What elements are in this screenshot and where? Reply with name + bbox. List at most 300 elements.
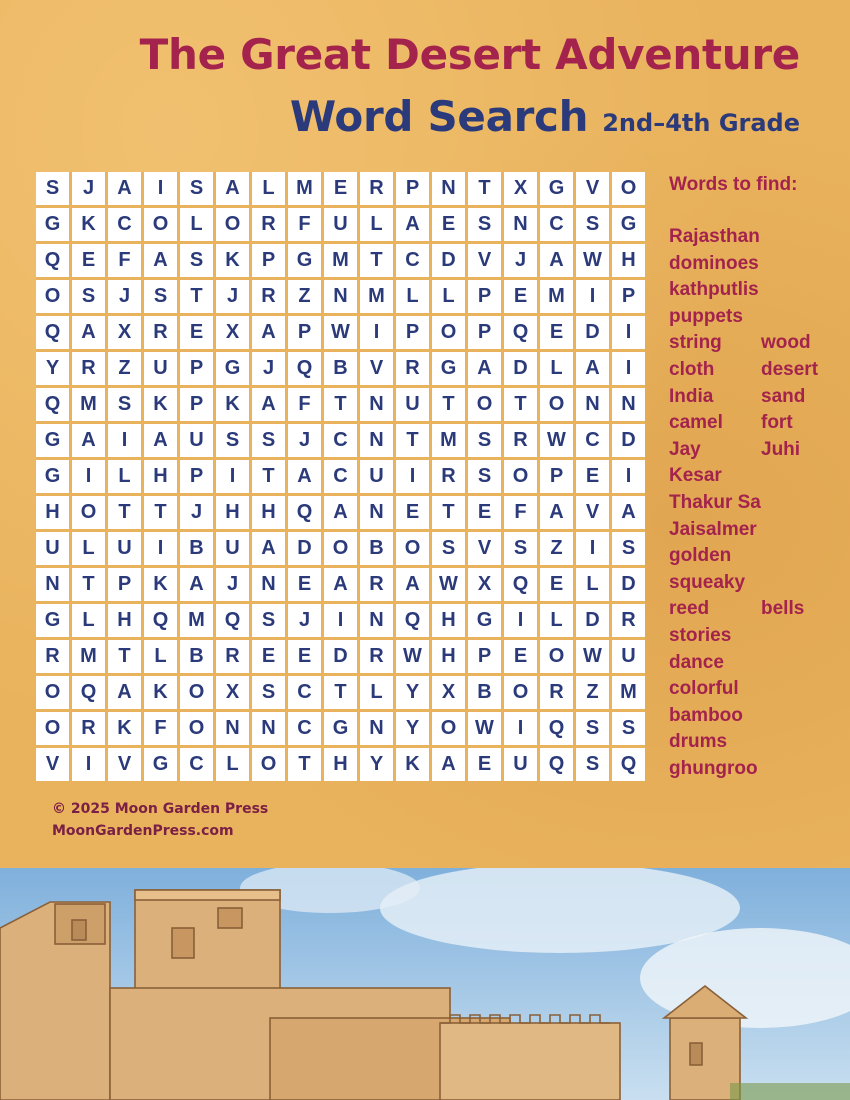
grid-cell[interactable]: I [216,460,249,493]
grid-cell[interactable]: X [432,676,465,709]
grid-cell[interactable]: R [252,208,285,241]
grid-cell[interactable]: O [324,532,357,565]
grid-cell[interactable]: J [72,172,105,205]
grid-cell[interactable]: A [144,424,177,457]
grid-cell[interactable]: F [288,388,321,421]
grid-cell[interactable]: S [432,532,465,565]
grid-cell[interactable]: A [108,676,141,709]
grid-cell[interactable]: N [360,388,393,421]
grid-cell[interactable]: I [72,460,105,493]
grid-cell[interactable]: N [252,712,285,745]
grid-cell[interactable]: L [252,172,285,205]
grid-cell[interactable]: I [504,604,537,637]
grid-cell[interactable]: R [72,352,105,385]
grid-cell[interactable]: M [324,244,357,277]
grid-cell[interactable]: A [252,316,285,349]
grid-cell[interactable]: B [180,640,213,673]
grid-cell[interactable]: M [180,604,213,637]
grid-cell[interactable]: E [324,172,357,205]
grid-cell[interactable]: H [36,496,69,529]
grid-cell[interactable]: F [108,244,141,277]
grid-cell[interactable]: S [36,172,69,205]
grid-cell[interactable]: H [324,748,357,781]
grid-cell[interactable]: J [180,496,213,529]
grid-cell[interactable]: C [396,244,429,277]
grid-cell[interactable]: R [504,424,537,457]
grid-cell[interactable]: T [468,172,501,205]
grid-cell[interactable]: Q [504,316,537,349]
grid-cell[interactable]: U [504,748,537,781]
grid-cell[interactable]: N [216,712,249,745]
grid-cell[interactable]: R [360,568,393,601]
grid-cell[interactable]: Z [288,280,321,313]
grid-cell[interactable]: B [360,532,393,565]
grid-cell[interactable]: G [432,352,465,385]
grid-cell[interactable]: N [360,712,393,745]
grid-cell[interactable]: Y [396,712,429,745]
grid-cell[interactable]: S [180,244,213,277]
grid-cell[interactable]: L [108,460,141,493]
grid-cell[interactable]: A [216,172,249,205]
grid-cell[interactable]: E [540,568,573,601]
grid-cell[interactable]: N [360,604,393,637]
grid-cell[interactable]: M [72,640,105,673]
word-list-line [669,596,844,623]
grid-cell[interactable]: I [144,172,177,205]
grid-cell[interactable]: M [432,424,465,457]
grid-cell[interactable]: K [108,712,141,745]
grid-cell[interactable]: Q [504,568,537,601]
grid-cell[interactable]: H [432,604,465,637]
grid-cell[interactable]: E [72,244,105,277]
grid-cell[interactable]: I [108,424,141,457]
grid-cell[interactable]: L [216,748,249,781]
grid-cell[interactable]: A [576,352,609,385]
grid-cell[interactable]: O [612,172,645,205]
grid-cell[interactable]: R [432,460,465,493]
grid-cell[interactable]: B [468,676,501,709]
grid-cell[interactable]: S [216,424,249,457]
grid-cell[interactable]: D [576,316,609,349]
grid-cell[interactable]: L [144,640,177,673]
grid-cell[interactable]: Z [576,676,609,709]
grid-cell[interactable]: H [432,640,465,673]
grid-cell[interactable]: U [216,532,249,565]
grid-cell[interactable]: T [72,568,105,601]
word-item: kathputlis [669,279,759,301]
grid-cell[interactable]: S [72,280,105,313]
grid-cell[interactable]: O [144,208,177,241]
grid-cell[interactable]: M [360,280,393,313]
grid-cell[interactable]: S [144,280,177,313]
grid-cell[interactable]: U [144,352,177,385]
grid-cell[interactable]: E [504,640,537,673]
grid-cell[interactable]: K [144,676,177,709]
grid-cell[interactable]: O [540,640,573,673]
grid-cell[interactable]: C [324,460,357,493]
grid-cell[interactable]: I [396,460,429,493]
grid-cell[interactable]: B [180,532,213,565]
grid-cell[interactable]: I [360,316,393,349]
grid-cell[interactable]: Z [108,352,141,385]
grid-cell[interactable]: S [468,460,501,493]
grid-cell[interactable]: C [540,208,573,241]
grid-cell[interactable]: G [288,244,321,277]
grid-cell[interactable]: V [468,532,501,565]
grid-cell[interactable]: G [36,208,69,241]
grid-cell[interactable]: J [288,604,321,637]
grid-cell[interactable]: P [396,172,429,205]
grid-cell[interactable]: X [108,316,141,349]
grid-cell[interactable]: O [504,460,537,493]
grid-cell[interactable]: M [612,676,645,709]
grid-cell[interactable]: G [540,172,573,205]
word-list-line [669,570,844,597]
grid-cell[interactable]: N [36,568,69,601]
grid-cell[interactable]: N [360,496,393,529]
grid-cell[interactable]: M [540,280,573,313]
grid-cell[interactable]: A [252,532,285,565]
grid-cell[interactable]: F [144,712,177,745]
grid-cell[interactable]: Q [540,748,573,781]
page-subtitle: Word Search [289,92,589,141]
grid-cell[interactable]: D [504,352,537,385]
grid-cell[interactable]: W [468,712,501,745]
grid-cell[interactable]: L [360,208,393,241]
grid-cell[interactable]: Q [216,604,249,637]
grid-cell[interactable]: P [468,316,501,349]
grid-cell[interactable]: F [288,208,321,241]
grid-cell[interactable]: Q [36,316,69,349]
grid-cell[interactable]: Q [540,712,573,745]
grid-cell[interactable]: N [324,280,357,313]
grid-cell[interactable]: E [288,640,321,673]
grid-cell[interactable]: S [252,604,285,637]
grid-cell[interactable]: P [108,568,141,601]
grid-cell[interactable]: I [576,532,609,565]
grid-cell[interactable]: N [432,172,465,205]
grid-cell[interactable]: P [180,388,213,421]
grid-cell[interactable]: A [396,568,429,601]
word-list-line [669,330,844,357]
grid-cell[interactable]: U [396,388,429,421]
grid-cell[interactable]: S [468,208,501,241]
grid-cell[interactable]: E [540,316,573,349]
grid-cell[interactable]: O [72,496,105,529]
grid-cell[interactable]: S [252,676,285,709]
grid-cell[interactable]: S [576,748,609,781]
grid-cell[interactable]: R [396,352,429,385]
grid-cell[interactable]: P [396,316,429,349]
grid-cell[interactable]: C [324,424,357,457]
grid-cell[interactable]: L [540,604,573,637]
grid-cell[interactable]: E [252,640,285,673]
grid-cell[interactable]: A [252,388,285,421]
grid-cell[interactable]: O [180,712,213,745]
grid-cell[interactable]: T [324,388,357,421]
grid-cell[interactable]: G [36,424,69,457]
grid-cell[interactable]: A [72,316,105,349]
grid-cell[interactable]: U [324,208,357,241]
grid-cell[interactable]: P [540,460,573,493]
grid-cell[interactable]: R [144,316,177,349]
grid-cell[interactable]: C [288,712,321,745]
grid-cell[interactable]: R [360,172,393,205]
grid-cell[interactable]: W [576,244,609,277]
grid-cell[interactable]: W [540,424,573,457]
grid-cell[interactable]: L [72,532,105,565]
grid-cell[interactable]: N [252,568,285,601]
grid-cell[interactable]: I [612,352,645,385]
grid-cell[interactable]: D [324,640,357,673]
grid-cell[interactable]: L [540,352,573,385]
grid-cell[interactable]: E [288,568,321,601]
grid-cell[interactable]: O [216,208,249,241]
grid-cell[interactable]: S [612,712,645,745]
grid-cell[interactable]: J [252,352,285,385]
grid-cell[interactable]: S [576,208,609,241]
grid-cell[interactable]: N [360,424,393,457]
grid-cell[interactable]: E [468,496,501,529]
grid-cell[interactable]: I [576,280,609,313]
grid-cell[interactable]: I [612,316,645,349]
grid-cell[interactable]: B [324,352,357,385]
grid-cell[interactable]: H [612,244,645,277]
grid-cell[interactable]: A [468,352,501,385]
grid-cell[interactable]: S [612,532,645,565]
grid-cell[interactable]: L [432,280,465,313]
grid-cell[interactable]: L [396,280,429,313]
grid-cell[interactable]: O [396,532,429,565]
grid-cell[interactable]: O [252,748,285,781]
grid-cell[interactable]: S [468,424,501,457]
grid-cell[interactable]: Z [540,532,573,565]
grid-cell[interactable]: L [72,604,105,637]
grid-cell[interactable]: T [396,424,429,457]
grid-cell[interactable]: R [36,640,69,673]
grid-cell[interactable]: G [36,460,69,493]
grid-cell[interactable]: P [468,640,501,673]
grid-cell[interactable]: T [108,640,141,673]
word-list-line [669,357,844,384]
grid-cell[interactable]: T [432,496,465,529]
grid-cell[interactable]: X [216,676,249,709]
grid-cell[interactable]: A [108,172,141,205]
grid-cell[interactable]: H [252,496,285,529]
grid-cell[interactable]: L [180,208,213,241]
grid-cell[interactable]: U [612,640,645,673]
grid-cell[interactable]: Y [396,676,429,709]
grid-cell[interactable]: R [216,640,249,673]
grid-cell[interactable]: Q [612,748,645,781]
grid-cell[interactable]: M [288,172,321,205]
grid-cell[interactable]: A [72,424,105,457]
grid-cell[interactable]: O [180,676,213,709]
grid-cell[interactable]: M [72,388,105,421]
grid-cell[interactable]: O [468,388,501,421]
grid-cell[interactable]: E [468,748,501,781]
grid-cell[interactable]: R [72,712,105,745]
grid-cell[interactable]: P [468,280,501,313]
grid-cell[interactable]: U [108,532,141,565]
grid-cell[interactable]: I [72,748,105,781]
grid-cell[interactable]: H [144,460,177,493]
grid-cell[interactable]: L [576,568,609,601]
grid-cell[interactable]: P [180,460,213,493]
grid-cell[interactable]: T [108,496,141,529]
grid-cell[interactable]: X [216,316,249,349]
grid-cell[interactable]: A [288,460,321,493]
grid-cell[interactable]: X [504,172,537,205]
grid-cell[interactable]: I [504,712,537,745]
grid-cell[interactable]: E [576,460,609,493]
grid-cell[interactable]: V [576,172,609,205]
grid-cell[interactable]: A [180,568,213,601]
grid-cell[interactable]: K [396,748,429,781]
grid-cell[interactable]: C [288,676,321,709]
word-item: golden [669,545,732,567]
grid-cell[interactable]: S [576,712,609,745]
grid-cell[interactable]: G [612,208,645,241]
grid-cell[interactable]: A [396,208,429,241]
grid-cell[interactable]: G [36,604,69,637]
grid-cell[interactable]: O [432,712,465,745]
grid-cell[interactable]: A [324,568,357,601]
grid-cell[interactable]: K [144,388,177,421]
grid-cell[interactable]: G [216,352,249,385]
grid-cell[interactable]: S [180,172,213,205]
grid-cell[interactable]: T [360,244,393,277]
grid-cell[interactable]: T [288,748,321,781]
grid-cell[interactable]: T [324,676,357,709]
grid-cell[interactable]: A [144,244,177,277]
grid-cell[interactable]: T [180,280,213,313]
grid-cell[interactable]: H [108,604,141,637]
grid-cell[interactable]: J [108,280,141,313]
grid-cell[interactable]: V [36,748,69,781]
grid-cell[interactable]: I [144,532,177,565]
word-item: Rajasthan [669,226,760,247]
grid-cell[interactable]: K [72,208,105,241]
grid-cell[interactable]: F [504,496,537,529]
grid-cell[interactable]: Y [360,748,393,781]
grid-cell[interactable]: K [216,388,249,421]
grid-cell[interactable]: P [180,352,213,385]
grid-cell[interactable]: V [360,352,393,385]
grid-cell[interactable]: P [612,280,645,313]
grid-cell[interactable]: C [108,208,141,241]
grid-cell[interactable]: G [468,604,501,637]
grid-cell[interactable]: I [324,604,357,637]
grid-cell[interactable]: W [396,640,429,673]
grid-cell[interactable]: N [504,208,537,241]
grid-cell[interactable]: U [36,532,69,565]
grid-cell[interactable]: J [216,280,249,313]
grid-cell[interactable]: T [432,388,465,421]
grid-cell[interactable]: Q [288,352,321,385]
grid-cell[interactable]: R [540,676,573,709]
grid-cell[interactable]: T [144,496,177,529]
grid-cell[interactable]: J [288,424,321,457]
grid-cell[interactable]: Q [288,496,321,529]
grid-cell[interactable]: H [216,496,249,529]
grid-cell[interactable]: N [576,388,609,421]
grid-cell[interactable]: L [360,676,393,709]
grid-cell[interactable]: Q [144,604,177,637]
grid-cell[interactable]: G [324,712,357,745]
grid-cell[interactable]: G [144,748,177,781]
grid-cell[interactable]: O [36,712,69,745]
grid-cell[interactable]: K [216,244,249,277]
grid-cell[interactable]: O [36,676,69,709]
grid-cell[interactable]: U [180,424,213,457]
grid-cell[interactable]: Y [36,352,69,385]
grid-cell[interactable]: J [504,244,537,277]
grid-cell[interactable]: Q [396,604,429,637]
grid-cell[interactable]: D [612,424,645,457]
grid-cell[interactable]: E [180,316,213,349]
grid-cell[interactable]: P [252,244,285,277]
grid-cell[interactable]: D [576,604,609,637]
grid-cell[interactable]: E [396,496,429,529]
grid-cell[interactable]: O [540,388,573,421]
grid-cell[interactable]: I [612,460,645,493]
grid-cell[interactable]: W [576,640,609,673]
grid-cell[interactable]: V [576,496,609,529]
grid-cell[interactable]: O [432,316,465,349]
grid-cell[interactable]: K [144,568,177,601]
grid-cell[interactable]: S [504,532,537,565]
grid-cell[interactable]: P [288,316,321,349]
grid-cell[interactable]: E [432,208,465,241]
grid-cell[interactable]: T [252,460,285,493]
grid-cell[interactable]: S [252,424,285,457]
grid-cell[interactable]: V [468,244,501,277]
website-link[interactable]: MoonGardenPress.com [52,823,234,839]
grid-cell[interactable]: V [108,748,141,781]
grid-cell[interactable]: A [612,496,645,529]
grid-cell[interactable]: N [612,388,645,421]
grid-cell[interactable]: A [432,748,465,781]
grid-cell[interactable]: D [288,532,321,565]
grid-cell[interactable]: R [252,280,285,313]
grid-cell[interactable]: O [36,280,69,313]
grid-cell[interactable]: W [324,316,357,349]
grid-cell[interactable]: J [216,568,249,601]
grid-cell[interactable]: X [468,568,501,601]
grid-cell[interactable]: D [432,244,465,277]
grid-cell[interactable]: R [612,604,645,637]
grid-cell[interactable]: O [504,676,537,709]
grid-cell[interactable]: Q [36,388,69,421]
grid-cell[interactable]: U [360,460,393,493]
grid-cell[interactable]: T [504,388,537,421]
word-list-line [669,650,844,677]
grid-cell[interactable]: A [540,496,573,529]
grid-cell[interactable]: S [108,388,141,421]
grid-cell[interactable]: C [180,748,213,781]
grid-cell[interactable]: C [576,424,609,457]
grid-cell[interactable]: A [324,496,357,529]
grid-cell[interactable]: Q [72,676,105,709]
grid-cell[interactable]: W [432,568,465,601]
grid-cell[interactable]: D [612,568,645,601]
grid-cell[interactable]: A [540,244,573,277]
grid-cell[interactable]: R [360,640,393,673]
grid-cell[interactable]: E [504,280,537,313]
word-item: Kesar [669,465,722,487]
grid-cell[interactable]: Q [36,244,69,277]
